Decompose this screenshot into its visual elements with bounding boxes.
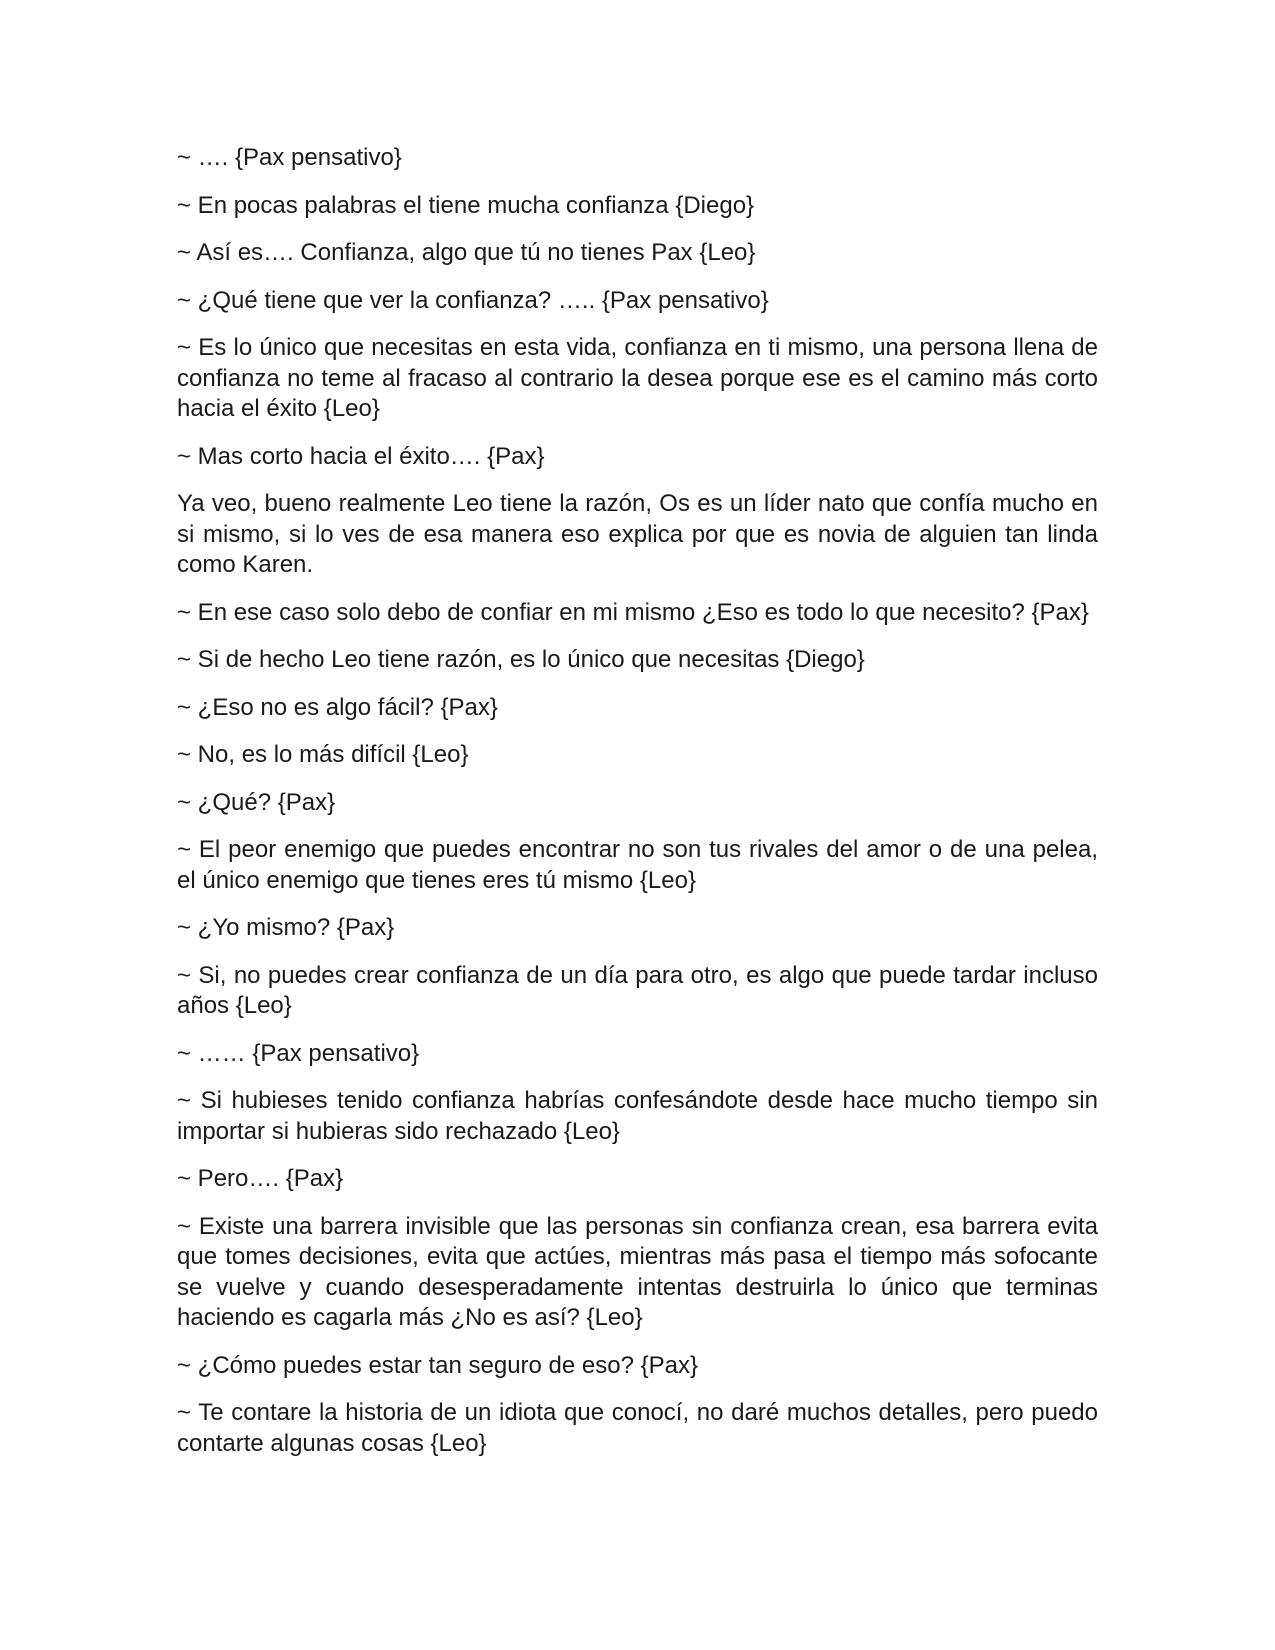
paragraph: ~ Si hubieses tenido confianza habrías confesándote desde hace mucho tiempo sin importar si hubieras sido rechazado {Leo} xyxy=(177,1087,1098,1145)
paragraph: Ya veo, bueno realmente Leo tiene la razón, Os es un líder nato que confía mucho en si mismo, si lo ves de esa manera eso explica por que es novia de alguien tan linda como Karen. xyxy=(177,490,1098,578)
paragraph: ~ ¿Qué tiene que ver la confianza? ….. {Pax pensativo} xyxy=(177,286,769,314)
paragraph: ~ ¿Cómo puedes estar tan seguro de eso? {Pax} xyxy=(177,1351,699,1379)
paragraph: ~ Es lo único que necesitas en esta vida, confianza en ti mismo, una persona llena de confianza no teme al fracaso al contrario la desea porque ese es el camino más corto hacia el éxito {Leo} xyxy=(177,334,1098,422)
paragraph: ~ Pero…. {Pax} xyxy=(177,1165,344,1192)
paragraph: ~ Te contare la historia de un idiota que conocí, no daré muchos detalles, pero puedo contarte algunas cosas {Leo} xyxy=(177,1399,1098,1457)
paragraph: ~ …… {Pax pensativo} xyxy=(177,1039,420,1067)
paragraph: ~ En ese caso solo debo de confiar en mi mismo ¿Eso es todo lo que necesito? {Pax} xyxy=(177,598,1089,626)
paragraph: ~ ¿Yo mismo? {Pax} xyxy=(177,914,395,941)
paragraph: ~ Existe una barrera invisible que las personas sin confianza crean, esa barrera evita que tomes decisiones, evita que actúes, mientras más pasa el tiempo más sofocante se vuelve y cuando desesperadamente intentas destruirla lo único que terminas haciendo es cagarla más ¿No es así? {Leo} xyxy=(177,1212,1098,1331)
paragraph: ~ En pocas palabras el tiene mucha confianza {Diego} xyxy=(177,191,755,219)
paragraph: ~ No, es lo más difícil {Leo} xyxy=(177,741,469,768)
page-body xyxy=(177,143,1098,1476)
paragraph: ~ El peor enemigo que puedes encontrar no son tus rivales del amor o de una pelea, el único enemigo que tienes eres tú mismo {Leo} xyxy=(177,836,1098,894)
paragraph: ~ Si de hecho Leo tiene razón, es lo único que necesitas {Diego} xyxy=(177,646,865,673)
paragraph: ~ Mas corto hacia el éxito…. {Pax} xyxy=(177,442,545,470)
paragraph: ~ ¿Eso no es algo fácil? {Pax} xyxy=(177,693,498,721)
paragraph: ~ Si, no puedes crear confianza de un día para otro, es algo que puede tardar incluso años {Leo} xyxy=(177,961,1098,1019)
paragraph: ~ ¿Qué? {Pax} xyxy=(177,788,336,816)
paragraph: ~ …. {Pax pensativo} xyxy=(177,144,402,171)
paragraph: ~ Así es…. Confianza, algo que tú no tienes Pax {Leo} xyxy=(177,239,756,266)
